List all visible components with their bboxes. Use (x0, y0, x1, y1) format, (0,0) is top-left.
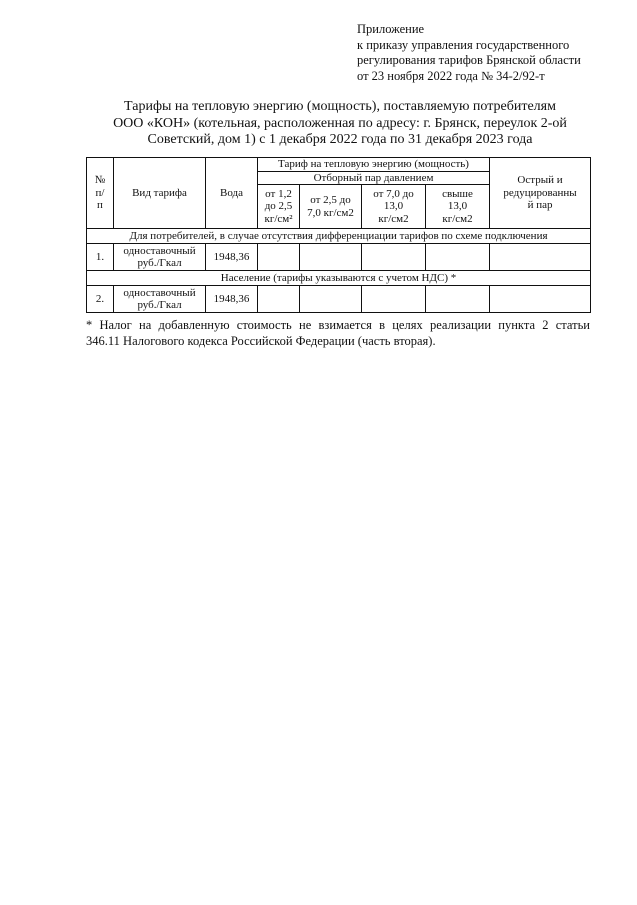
empty-cell (300, 286, 362, 313)
header-pressure-3: от 7,0 до 13,0 кг/см2 (362, 185, 426, 229)
row-tariff-type: одноставочный руб./Гкал (114, 244, 206, 271)
row-water-value: 1948,36 (206, 286, 258, 313)
empty-cell (426, 286, 490, 313)
empty-cell (258, 286, 300, 313)
appendix-line: Приложение (357, 22, 425, 36)
empty-cell (362, 286, 426, 313)
empty-cell (490, 286, 591, 313)
appendix-line: регулирования тарифов Брянской области (357, 53, 581, 67)
row-water-value: 1948,36 (206, 244, 258, 271)
section-row-population: Население (тарифы указываются с учетом НДС) * (87, 271, 591, 286)
header-tariff-type: Вид тарифа (114, 158, 206, 229)
row-number: 1. (87, 244, 114, 271)
header-pressure-1: от 1,2 до 2,5 кг/см² (258, 185, 300, 229)
empty-cell (258, 244, 300, 271)
appendix-block (357, 22, 627, 84)
header-pressure-4: свыше 13,0 кг/см2 (426, 185, 490, 229)
title-line: Тарифы на тепловую энергию (мощность), поставляемую потребителям (124, 99, 556, 114)
appendix-line: от 23 ноября 2022 года № 34-2/92-т (357, 68, 545, 83)
tariffs-table (86, 157, 591, 313)
empty-cell (300, 244, 362, 271)
section-row-consumers: Для потребителей, в случае отсутствия дифференциации тарифов по схеме подключения (87, 229, 591, 244)
header-water: Вода (206, 158, 258, 229)
header-pressure-2: от 2,5 до 7,0 кг/см2 (300, 185, 362, 229)
empty-cell (426, 244, 490, 271)
empty-cell (362, 244, 426, 271)
footnote-line: * Налог на добавленную стоимость не взимается в целях реализации пункта 2 статьи (86, 318, 590, 332)
empty-cell (490, 244, 591, 271)
header-number: № п/ п (87, 158, 114, 229)
row-tariff-type: одноставочный руб./Гкал (114, 286, 206, 313)
header-steam-group: Отборный пар давлением (258, 171, 490, 185)
row-number: 2. (87, 286, 114, 313)
title-line: Советский, дом 1) с 1 декабря 2022 года по 31 декабря 2023 года (147, 132, 533, 147)
document-title (70, 99, 610, 149)
header-tariff-group: Тариф на тепловую энергию (мощность) (258, 158, 490, 172)
title-line: ООО «КОН» (котельная, расположенная по адресу: г. Брянск, переулок 2-ой (113, 115, 567, 131)
header-sharp-steam: Острый и редуцированны й пар (490, 158, 591, 229)
appendix-line: к приказу управления государственного (357, 37, 570, 52)
footnote (86, 317, 590, 349)
footnote-line: 346.11 Налогового кодекса Российской Федерации (часть вторая). (86, 334, 436, 348)
